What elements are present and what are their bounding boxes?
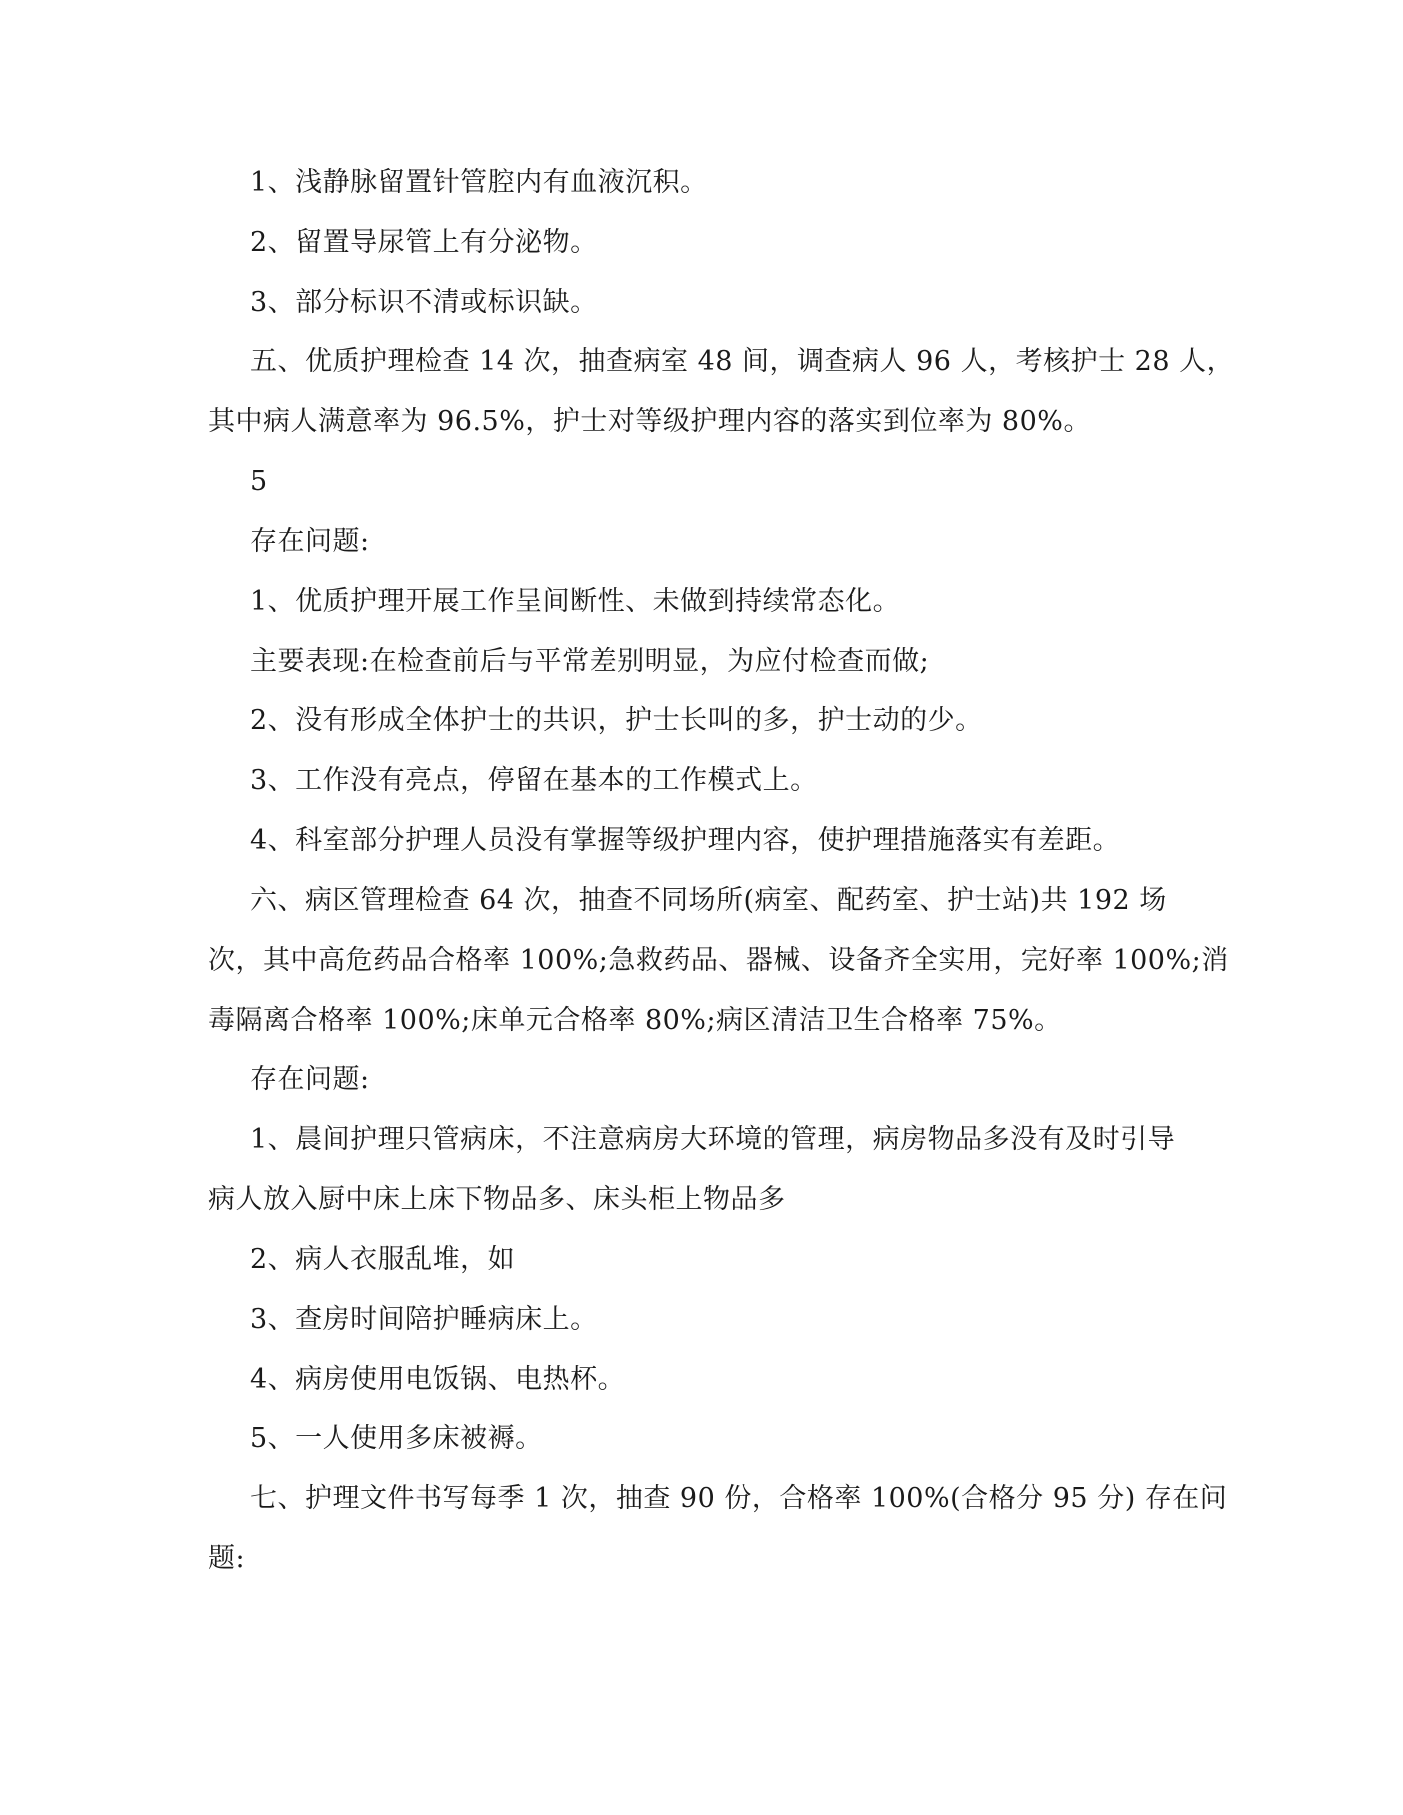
section-heading: 存在问题:: [250, 1064, 370, 1095]
text-line: 1、晨间护理只管病床，不注意病房大环境的管理，病房物品多没有及时引导: [250, 1124, 1176, 1155]
text-line: 其中病人满意率为 96.5%，护士对等级护理内容的落实到位率为 80%。: [208, 406, 1091, 437]
text-line: 4、科室部分护理人员没有掌握等级护理内容，使护理措施落实有差距。: [250, 825, 1121, 856]
section-heading: 存在问题:: [250, 526, 370, 557]
text-line: 六、病区管理检查 64 次，抽查不同场所(病室、配药室、护士站)共 192 场: [250, 885, 1167, 916]
page-number-text: 5: [250, 466, 268, 497]
text-line: 病人放入厨中床上床下物品多、床头柜上物品多: [208, 1184, 786, 1215]
text-line: 题:: [208, 1543, 246, 1574]
text-line: 五、优质护理检查 14 次，抽查病室 48 间，调查病人 96 人，考核护士 28 人，: [250, 346, 1235, 377]
text-line: 毒隔离合格率 100%;床单元合格率 80%;病区清洁卫生合格率 75%。: [208, 1005, 1062, 1036]
text-line: 4、病房使用电饭锅、电热杯。: [250, 1364, 626, 1395]
text-line: 3、工作没有亮点，停留在基本的工作模式上。: [250, 765, 818, 796]
text-line: 次，其中高危药品合格率 100%;急救药品、器械、设备齐全实用，完好率 100%;消: [208, 945, 1229, 976]
text-line: 3、查房时间陪护睡病床上。: [250, 1304, 598, 1335]
text-line: 1、浅静脉留置针管腔内有血液沉积。: [250, 167, 708, 198]
text-line: 2、没有形成全体护士的共识，护士长叫的多，护士动的少。: [250, 705, 983, 736]
text-line: 七、护理文件书写每季 1 次，抽查 90 份，合格率 100%(合格分 95 分) 存在问: [250, 1483, 1228, 1514]
text-line: 1、优质护理开展工作呈间断性、未做到持续常态化。: [250, 586, 901, 617]
text-line: 2、病人衣服乱堆，如: [250, 1244, 516, 1275]
text-line: 3、部分标识不清或标识缺。: [250, 287, 598, 318]
text-line: 主要表现:在检查前后与平常差别明显，为应付检查而做;: [250, 646, 930, 677]
text-line: 2、留置导尿管上有分泌物。: [250, 227, 598, 258]
text-line: 5、一人使用多床被褥。: [250, 1423, 543, 1454]
